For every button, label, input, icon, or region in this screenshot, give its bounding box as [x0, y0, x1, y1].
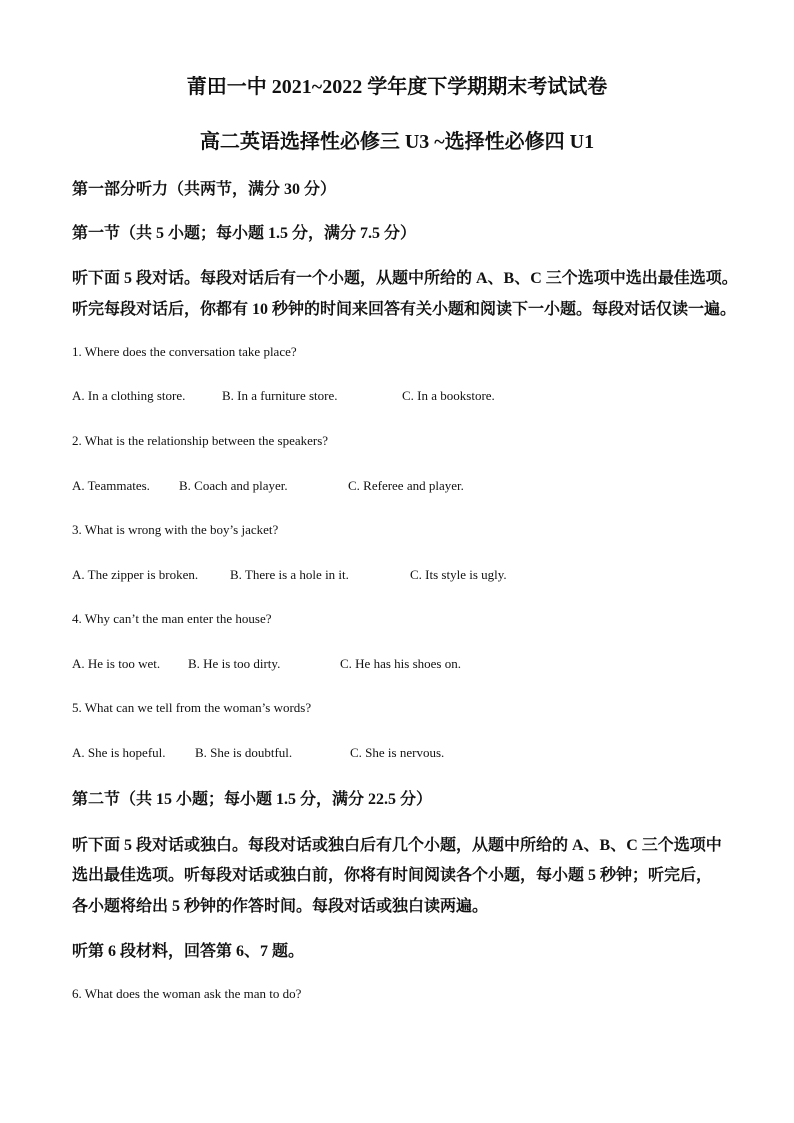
question-4-option-c: C. He has his shoes on.	[340, 656, 461, 671]
section1-instruction-line1: 听下面 5 段对话。每段对话后有一个小题，从题中所给的 A、B、C 三个选项中选出最佳选项。	[72, 270, 738, 287]
question-5-option-a: A. She is hopeful.	[72, 745, 166, 760]
question-5-stem: 5. What can we tell from the woman’s words?	[72, 700, 312, 715]
question-1-option-a: A. In a clothing store.	[72, 388, 186, 403]
section1-heading: 第一节（共 5 小题；每小题 1.5 分，满分 7.5 分）	[72, 225, 417, 242]
section2-instruction-line2: 选出最佳选项。听每段对话或独白前，你将有时间阅读各个小题，每小题 5 秒钟；听完后，	[72, 867, 713, 884]
section2-instruction-line1: 听下面 5 段对话或独白。每段对话或独白后有几个小题，从题中所给的 A、B、C 三个选项中	[72, 837, 722, 854]
section2-instruction-line3: 各小题将给出 5 秒钟的作答时间。每段对话或独白读两遍。	[72, 898, 489, 915]
question-3-stem: 3. What is wrong with the boy’s jacket?	[72, 522, 279, 537]
section2-heading: 第二节（共 15 小题；每小题 1.5 分，满分 22.5 分）	[72, 791, 433, 808]
question-5-option-b: B. She is doubtful.	[195, 745, 293, 760]
question-3-option-a: A. The zipper is broken.	[72, 567, 199, 582]
question-1-option-c: C. In a bookstore.	[402, 388, 495, 403]
question-4-option-b: B. He is too dirty.	[188, 656, 281, 671]
material-6-heading: 听第 6 段材料，回答第 6、7 题。	[72, 943, 305, 960]
question-4-stem: 4. Why can’t the man enter the house?	[72, 611, 272, 626]
question-3-option-b: B. There is a hole in it.	[230, 567, 349, 582]
exam-title: 莆田一中 2021~2022 学年度下学期期末考试试卷	[186, 76, 608, 98]
question-6-stem: 6. What does the woman ask the man to do?	[72, 986, 302, 1001]
question-1-stem: 1. Where does the conversation take place?	[72, 344, 297, 359]
question-4-option-a: A. He is too wet.	[72, 656, 161, 671]
question-1-option-b: B. In a furniture store.	[222, 388, 338, 403]
question-2-stem: 2. What is the relationship between the speakers?	[72, 433, 329, 448]
exam-subtitle: 高二英语选择性必修三 U3 ~选择性必修四 U1	[199, 131, 595, 153]
part1-heading: 第一部分听力（共两节，满分 30 分）	[72, 181, 337, 198]
question-5-option-c: C. She is nervous.	[350, 745, 445, 760]
question-2-option-a: A. Teammates.	[72, 478, 150, 493]
question-3-option-c: C. Its style is ugly.	[410, 567, 507, 582]
question-2-option-c: C. Referee and player.	[348, 478, 464, 493]
section1-instruction-line2: 听完每段对话后，你都有 10 秒钟的时间来回答有关小题和阅读下一小题。每段对话仅读一遍。	[72, 301, 737, 318]
question-2-option-b: B. Coach and player.	[179, 478, 288, 493]
